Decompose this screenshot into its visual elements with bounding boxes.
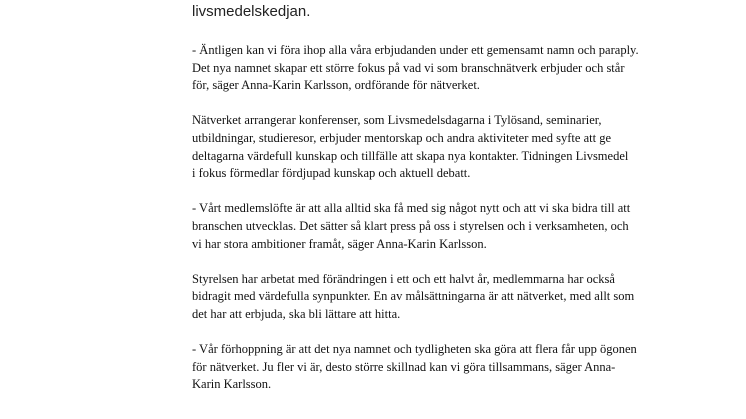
paragraph-4 xyxy=(192,271,658,324)
paragraph-5 xyxy=(192,341,658,394)
text-line: - Vår förhoppning är att det nya namnet och tydligheten ska göra att flera får upp ögonen xyxy=(192,342,637,357)
text-line: - Vårt medlemslöfte är att alla alltid ska få med sig något nytt och att vi ska bidra till att xyxy=(192,201,631,216)
partial-line: livsmedelskedjan. xyxy=(192,3,311,20)
paragraph-1 xyxy=(192,42,658,95)
document-body xyxy=(192,42,658,411)
text-line: Styrelsen har arbetat med förändringen i ett och ett halvt år, medlemmarna har också xyxy=(192,271,615,286)
text-line: för nätverket. Ju fler vi är, desto större skillnad kan vi göra tillsammans, säger Anna- xyxy=(192,359,616,374)
text-line: bidragit med värdefulla synpunkter. En av målsättningarna är att nätverket, med allt som xyxy=(192,289,635,304)
text-line: vi har stora ambitioner framåt, säger Anna-Karin Karlsson. xyxy=(192,236,487,251)
text-line: det har att erbjuda, ska bli lättare att hitta. xyxy=(192,306,401,321)
text-line: Karin Karlsson. xyxy=(192,377,272,392)
text-line: deltagarna värdefull kunskap och tillfälle att skapa nya kontakter. Tidningen Livsmedel xyxy=(192,148,629,163)
text-line: för, säger Anna-Karin Karlsson, ordförande för nätverket. xyxy=(192,78,480,93)
text-line: Nätverket arrangerar konferenser, som Livsmedelsdagarna i Tylösand, seminarier, xyxy=(192,113,602,128)
text-line: Det nya namnet skapar ett större fokus på vad vi som branschnätverk erbjuder och står xyxy=(192,60,625,75)
paragraph-2 xyxy=(192,112,658,182)
paragraph-3 xyxy=(192,200,658,253)
text-line: utbildningar, studieresor, erbjuder mentorskap och andra aktiviteter med syfte att ge xyxy=(192,130,612,145)
text-line: branschen utvecklas. Det sätter så klart press på oss i styrelsen och i verksamheten, och xyxy=(192,218,629,233)
text-line: i fokus förmedlar fördjupad kunskap och aktuell debatt. xyxy=(192,166,471,181)
text-line: - Äntligen kan vi föra ihop alla våra erbjudanden under ett gemensamt namn och paraply. xyxy=(192,43,639,57)
